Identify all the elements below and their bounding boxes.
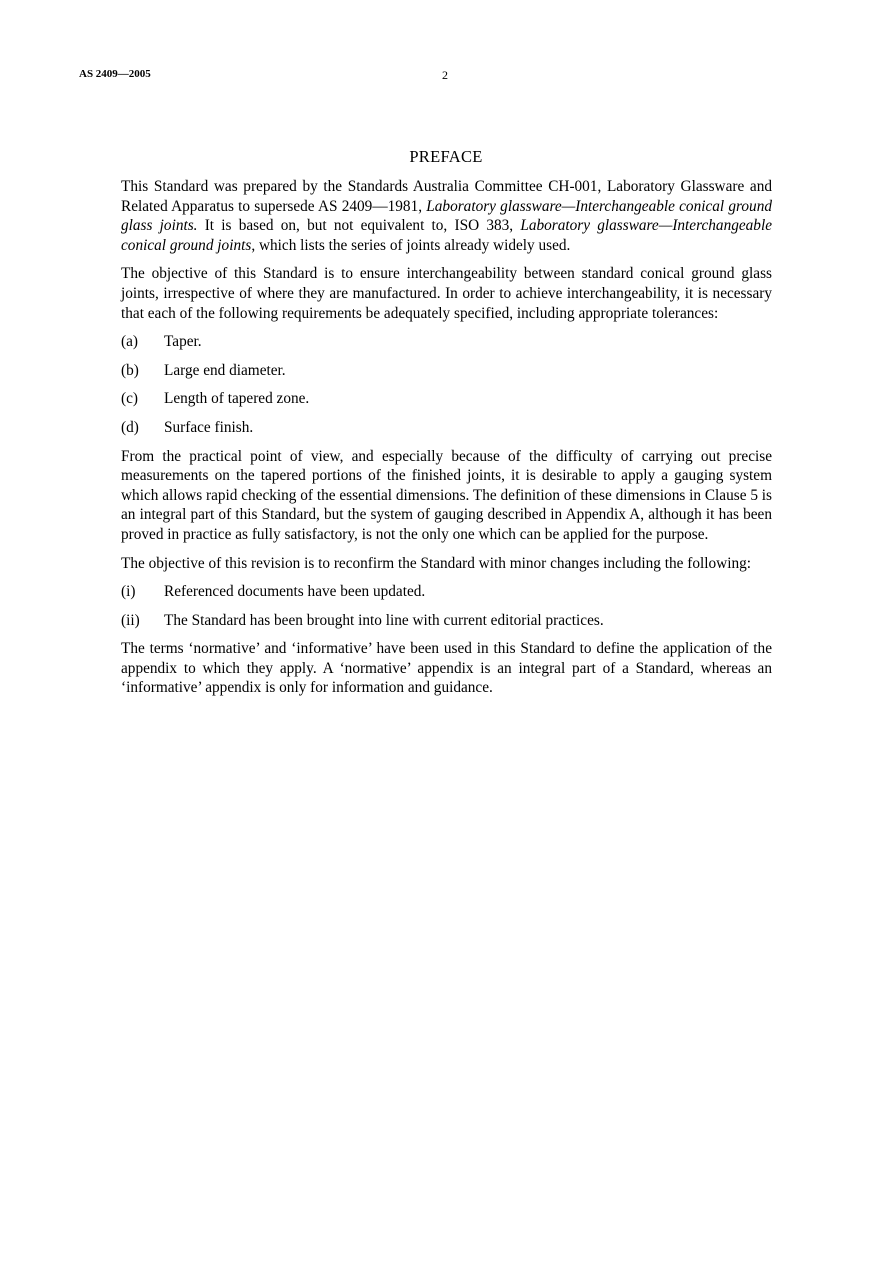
list-item bbox=[121, 332, 772, 352]
section-title: PREFACE bbox=[409, 147, 483, 166]
gauging-paragraph: From the practical point of view, and especially because of the difficulty of carrying out precise measurements on the tapered portions of the finished joints, it is desirable to apply a gauging system which allows rapid checking of the essential dimensions. The definition of these dimensions in Clause 5 is an integral part of this Standard, but the system of gauging described in Appendix A, although it has been proved in practice as fully satisfactory, is not the only one which can be applied for the purpose. bbox=[121, 447, 772, 543]
list-item bbox=[121, 611, 772, 631]
document-id: AS 2409—2005 bbox=[79, 68, 151, 80]
iso-standard-title: Laboratory glassware—Interchangeable conical ground joints bbox=[121, 217, 772, 254]
page-number: 2 bbox=[442, 68, 448, 82]
list-marker: (c) bbox=[121, 390, 138, 408]
list-marker: (b) bbox=[121, 361, 139, 379]
objective-paragraph: The objective of this Standard is to ensure interchangeability between standard conical ground glass joints, irrespective of where they are manufactured. In order to achieve interchangeability, it is necessary that each of the following requirements be adequately specified, including appropriate tolerances: bbox=[121, 265, 772, 322]
list-marker: (i) bbox=[121, 583, 136, 601]
list-marker: (a) bbox=[121, 333, 138, 351]
intro-paragraph bbox=[121, 177, 772, 255]
superseded-standard-title: Laboratory glassware—Interchangeable conical ground glass joints. bbox=[121, 197, 773, 235]
intro-text-a: This Standard was prepared by the Standards Australia Committee CH-001, Laboratory Glassware and Related Apparatus to supersede AS 2409—1981, bbox=[121, 178, 772, 215]
list-item bbox=[121, 418, 772, 438]
list-text: Taper. bbox=[164, 333, 202, 351]
revision-paragraph: The objective of this revision is to reconfirm the Standard with minor changes including the following: bbox=[121, 554, 752, 572]
list-marker: (d) bbox=[121, 418, 139, 436]
list-item bbox=[121, 582, 772, 602]
list-item bbox=[121, 361, 772, 381]
list-marker: (ii) bbox=[121, 611, 140, 629]
intro-text-c: It is based on, but not equivalent to, ISO 383, bbox=[197, 217, 521, 235]
list-text: Length of tapered zone. bbox=[164, 390, 310, 408]
terms-paragraph: The terms ‘normative’ and ‘informative’ have been used in this Standard to define the application of the appendix to which they apply. A ‘normative’ appendix is an integral part of a Standard, whereas an ‘informative’ appendix is only for information and guidance. bbox=[121, 640, 772, 697]
intro-text-e: , which lists the series of joints already widely used. bbox=[251, 236, 571, 254]
preface-body bbox=[121, 177, 772, 707]
list-text: Large end diameter. bbox=[164, 361, 286, 379]
list-item bbox=[121, 389, 772, 409]
list-text: Referenced documents have been updated. bbox=[164, 583, 426, 601]
list-text: Surface finish. bbox=[164, 418, 254, 436]
list-text: The Standard has been brought into line with current editorial practices. bbox=[164, 611, 604, 629]
